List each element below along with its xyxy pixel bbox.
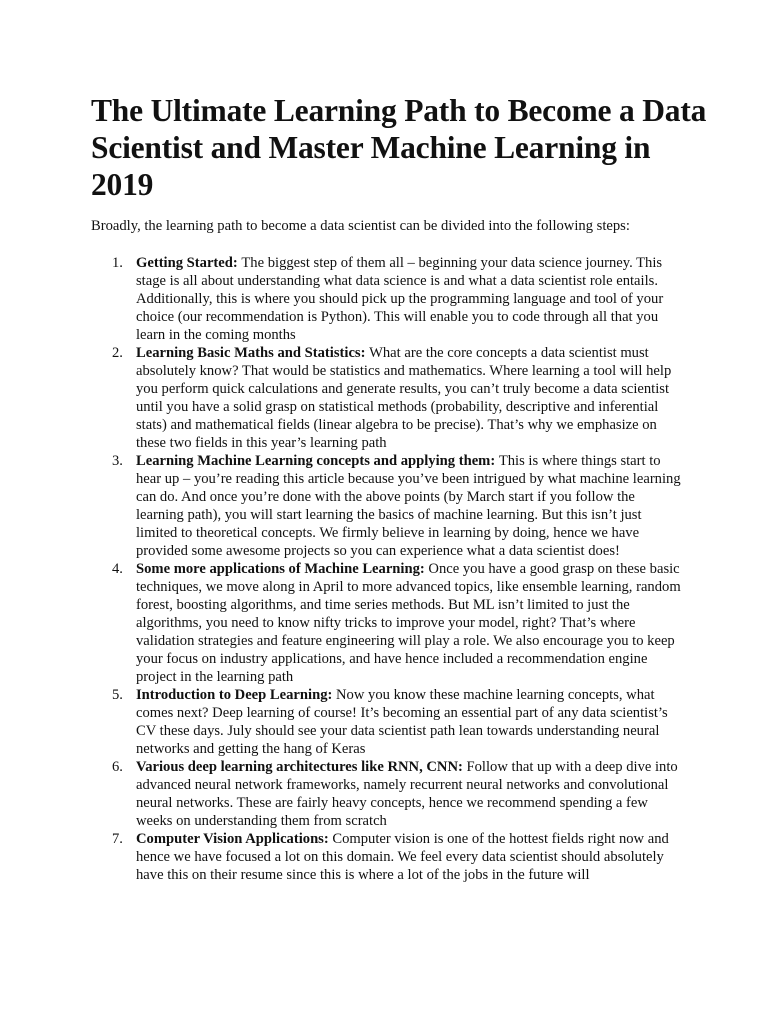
learning-steps-list bbox=[91, 254, 681, 884]
list-item-title: Getting Started: bbox=[136, 255, 242, 271]
list-item-title: Some more applications of Machine Learning: bbox=[136, 561, 429, 577]
list-item-title: Learning Basic Maths and Statistics: bbox=[136, 345, 370, 361]
list-item-text: The biggest step of them all – beginning your data science journey. This stage is all about understanding what data science is and what a data scientist role entails. Additionally, this is where you should pick up the programming language and tool of your choice (our recommendation is Python). This will enable you to code through all that you learn in the coming months bbox=[136, 255, 664, 343]
document-title: The Ultimate Learning Path to Become a Data Scientist and Master Machine Learning in 2019 bbox=[91, 93, 707, 202]
list-item bbox=[91, 254, 681, 344]
intro-paragraph: Broadly, the learning path to become a data scientist can be divided into the following steps: bbox=[91, 218, 630, 234]
list-item-text: Follow that up with a deep dive into advanced neural network frameworks, namely recurrent neural networks and convolutional neural networks. These are fairly heavy concepts, hence we recommend spending a few weeks on understanding them from scratch bbox=[136, 759, 678, 829]
list-item-number: 5. bbox=[112, 687, 123, 703]
list-item-number: 1. bbox=[112, 255, 123, 271]
list-item bbox=[91, 758, 681, 830]
list-item bbox=[91, 686, 681, 758]
list-item-text: Once you have a good grasp on these basic techniques, we move along in April to more advanced topics, like ensemble learning, random forest, boosting algorithms, and time series methods. But ML isn’t limited to just the algorithms, you need to know nifty tricks to improve your model, right? That’s where validation strategies and feature engineering will play a role. We also encourage you to keep your focus on industry applications, and have hence included a recommendation engine project in the learning path bbox=[136, 561, 681, 685]
list-item bbox=[91, 560, 681, 686]
list-item bbox=[91, 344, 681, 452]
list-item-number: 3. bbox=[112, 453, 123, 469]
list-item-number: 6. bbox=[112, 759, 123, 775]
list-item bbox=[91, 830, 681, 884]
list-item-number: 4. bbox=[112, 561, 123, 577]
list-item-text: This is where things start to hear up – you’re reading this article because you’ve been intrigued by what machine learning can do. And once you’re done with the above points (by March start if you follow the learning path), you will start learning the basics of machine learning. But this isn’t just limited to theoretical concepts. We firmly believe in learning by doing, hence we have provided some awesome projects so you can experience what a data scientist does! bbox=[136, 453, 681, 559]
list-item-text: Now you know these machine learning concepts, what comes next? Deep learning of course! It’s becoming an essential part of any data scientist’s CV these days. July should see your data scientist path lean towards understanding neural networks and getting the hang of Keras bbox=[136, 687, 668, 757]
list-item-title: Various deep learning architectures like RNN, CNN: bbox=[136, 759, 467, 775]
list-item-text: What are the core concepts a data scientist must absolutely know? That would be statistics and mathematics. Where learning a tool will help you perform quick calculations and generate results, you can’t truly become a data scientist until you have a solid grasp on statistical methods (probability, descriptive and inferential stats) and mathematical fields (linear algebra to be precise). That’s why we emphasize on these two fields in this year’s learning path bbox=[136, 345, 672, 451]
list-item-title: Computer Vision Applications: bbox=[136, 831, 333, 847]
list-item-title: Learning Machine Learning concepts and applying them: bbox=[136, 453, 499, 469]
list-item-number: 7. bbox=[112, 831, 123, 847]
list-item bbox=[91, 452, 681, 560]
list-item-number: 2. bbox=[112, 345, 123, 361]
list-item-text: Computer vision is one of the hottest fields right now and hence we have focused a lot on this domain. We feel every data scientist should absolutely have this on their resume since this is where a lot of the jobs in the future will bbox=[136, 831, 669, 883]
list-item-title: Introduction to Deep Learning: bbox=[136, 687, 336, 703]
